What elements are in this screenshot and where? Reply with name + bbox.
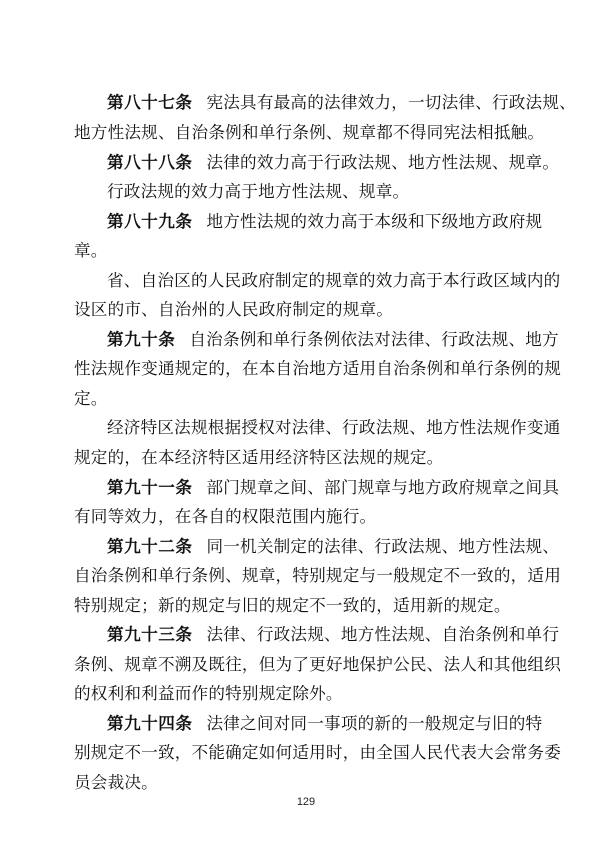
article-93-line-2: 条例、规章不溯及既往，但为了更好地保护公民、法人和其他组织	[74, 655, 562, 674]
article-90-line-3: 定。	[74, 389, 108, 408]
article-87-line-1	[107, 92, 576, 114]
article-text: 法律的效力高于行政法规、地方性法规、规章。	[206, 153, 560, 172]
article-94-line-3: 员会裁决。	[74, 773, 158, 792]
article-number: 第九十二条	[107, 537, 193, 556]
article-92-line-2: 自治条例和单行条例、规章，特别规定与一般规定不一致的，适用	[74, 566, 562, 585]
article-88-line-2: 行政法规的效力高于地方性法规、规章。	[107, 182, 410, 201]
article-90-line-4: 经济特区法规根据授权对法律、行政法规、地方性法规作变通	[107, 418, 561, 437]
article-94-line-2: 别规定不一致，不能确定如何适用时，由全国人民代表大会常务委	[74, 743, 562, 762]
article-89-line-3: 省、自治区的人民政府制定的规章的效力高于本行政区域内的	[107, 271, 561, 290]
article-text: 宪法具有最高的法律效力，一切法律、行政法规、	[206, 93, 576, 112]
article-90-line-2: 性法规作变通规定的，在本自治地方适用自治条例和单行条例的规	[74, 359, 562, 378]
article-text: 地方性法规的效力高于本级和下级地方政府规	[206, 212, 543, 231]
article-87-line-2: 地方性法规、自治条例和单行条例、规章都不得同宪法相抵触。	[74, 123, 545, 142]
article-90-line-1	[107, 329, 559, 351]
article-93-line-3: 的权利和利益而作的特别规定除外。	[74, 684, 343, 703]
article-91-line-1	[107, 477, 560, 499]
article-89-line-4: 设区的市、自治州的人民政府制定的规章。	[74, 300, 394, 319]
article-89-line-2: 章。	[74, 241, 108, 260]
article-88-line-1	[107, 152, 560, 174]
page-number: 129	[296, 796, 316, 808]
article-text: 法律之间对同一事项的新的一般规定与旧的特	[206, 714, 543, 733]
article-94-line-1	[107, 713, 554, 735]
article-number: 第八十八条	[107, 153, 193, 172]
article-text: 同一机关制定的法律、行政法规、地方性法规、	[206, 537, 560, 556]
article-92-line-1	[107, 536, 560, 558]
article-90-line-5: 规定的，在本经济特区适用经济特区法规的规定。	[74, 448, 444, 467]
article-92-line-3: 特别规定；新的规定与旧的规定不一致的，适用新的规定。	[74, 596, 511, 615]
article-number: 第九十条	[107, 330, 176, 349]
article-text: 部门规章之间、部门规章与地方政府规章之间具	[206, 478, 560, 497]
article-text: 法律、行政法规、地方性法规、自治条例和单行	[206, 625, 560, 644]
article-89-line-1	[107, 211, 554, 233]
article-number: 第九十四条	[107, 714, 193, 733]
article-number: 第八十九条	[107, 212, 193, 231]
article-93-line-1	[107, 624, 560, 646]
article-text: 自治条例和单行条例依法对法律、行政法规、地方	[189, 330, 559, 349]
article-number: 第八十七条	[107, 93, 193, 112]
article-number: 第九十三条	[107, 625, 193, 644]
article-number: 第九十一条	[107, 478, 193, 497]
article-91-line-2: 有同等效力，在各自的权限范围内施行。	[74, 507, 377, 526]
